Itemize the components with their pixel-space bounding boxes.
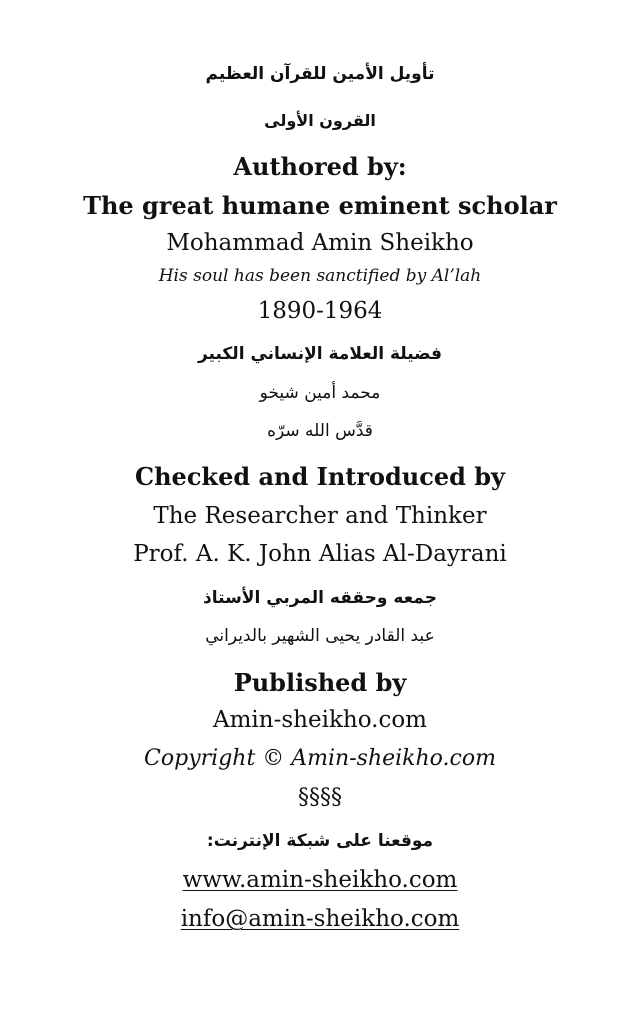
publisher-name: Amin-sheikho.com xyxy=(213,707,427,733)
arabic-website-label: موقعنا على شبكة الإنترنت: xyxy=(206,831,434,851)
author-title: The great humane eminent scholar xyxy=(83,191,557,220)
published-heading: Published by xyxy=(233,668,407,697)
checker-title: The Researcher and Thinker xyxy=(153,503,487,529)
arabic-checker-title: جمعه وحققه المربي الأستاذ xyxy=(203,588,437,608)
arabic-author-name: محمد أمين شيخو xyxy=(259,383,381,403)
section-marks: §§§§ xyxy=(298,785,342,810)
checked-heading: Checked and Introduced by xyxy=(135,462,505,491)
arabic-book-title: تأويل الأمين للقرآن العظيم xyxy=(205,64,435,84)
author-blessing: His soul has been sanctified by Al’lah xyxy=(158,266,482,286)
checker-name: Prof. A. K. John Alias Al-Dayrani xyxy=(133,541,507,567)
arabic-checker-name: عبد القادر يحيى الشهير بالديراني xyxy=(205,626,435,646)
copyright-notice: Copyright © Amin-sheikho.com xyxy=(144,746,496,771)
email-link[interactable]: info@amin-sheikho.com xyxy=(180,906,460,932)
arabic-author-blessing: قدَّس الله سرّه xyxy=(267,421,373,441)
authored-heading: Authored by: xyxy=(233,152,407,181)
arabic-book-subtitle: القرون الأولى xyxy=(264,111,376,130)
arabic-author-title: فضيلة العلامة الإنساني الكبير xyxy=(197,344,443,364)
author-years: 1890-1964 xyxy=(257,298,383,324)
author-name: Mohammad Amin Sheikho xyxy=(166,230,474,256)
website-link[interactable]: www.amin-sheikho.com xyxy=(182,867,458,893)
